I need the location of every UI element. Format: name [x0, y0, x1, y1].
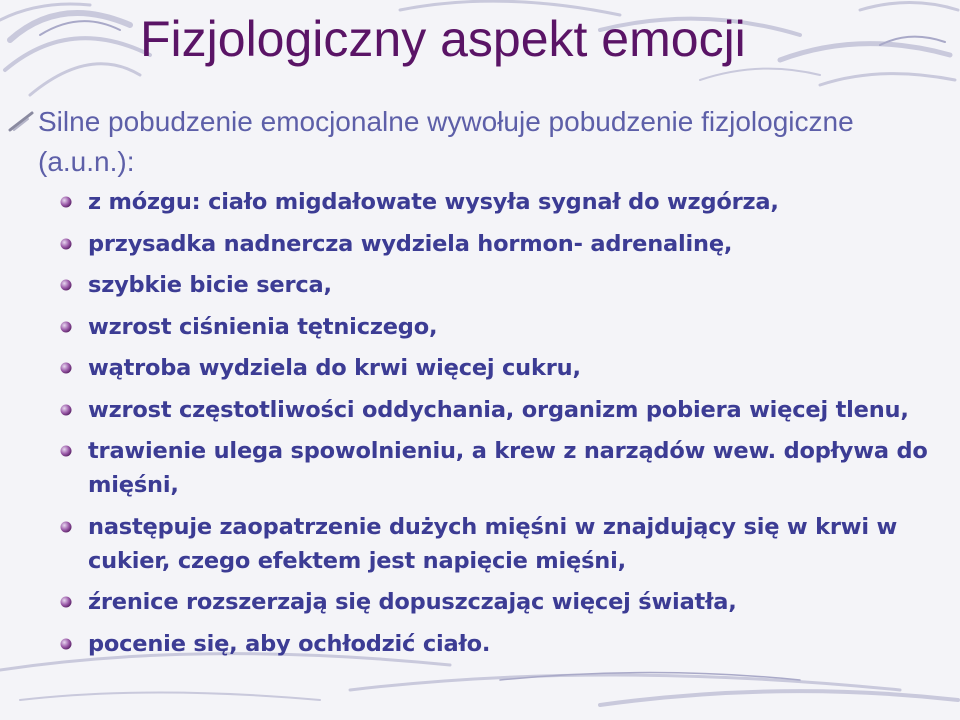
list-item-text: pocenie się, aby ochłodzić ciało.	[88, 630, 491, 657]
bullet-list	[60, 185, 950, 668]
dot-bullet-icon	[60, 238, 72, 250]
list-item	[60, 310, 950, 344]
list-item-text: trawienie ulega spowolnieniu, a krew z narządów wew. dopływa do mięśni,	[88, 438, 928, 498]
list-item	[60, 510, 950, 578]
dot-bullet-icon	[60, 279, 72, 291]
list-item	[60, 393, 950, 427]
list-item-text: wzrost ciśnienia tętniczego,	[88, 313, 438, 340]
dot-bullet-icon	[60, 196, 72, 208]
list-item-text: przysadka nadnercza wydziela hormon- adrenalinę,	[88, 230, 733, 257]
dot-bullet-icon	[60, 321, 72, 333]
list-item-text: wzrost częstotliwości oddychania, organizm pobiera więcej tlenu,	[88, 396, 909, 423]
list-item	[60, 268, 950, 302]
intro-text: Silne pobudzenie emocjonalne wywołuje pobudzenie fizjologiczne (a.u.n.):	[38, 106, 854, 177]
list-item-text: z mózgu: ciało migdałowate wysyła sygnał do wzgórza,	[88, 189, 779, 215]
dot-bullet-icon	[60, 445, 72, 457]
list-item-text: szybkie bicie serca,	[88, 272, 332, 298]
list-item	[60, 627, 950, 661]
list-item	[60, 351, 950, 385]
list-item-text: wątroba wydziela do krwi więcej cukru,	[88, 355, 581, 381]
feather-stroke-icon	[8, 110, 36, 132]
dot-bullet-icon	[60, 596, 72, 608]
list-item	[60, 185, 950, 219]
list-item	[60, 585, 950, 619]
list-item	[60, 227, 950, 261]
slide-title: Fizjologiczny aspekt emocji	[140, 11, 746, 67]
list-item-text: następuje zaopatrzenie dużych mięśni w znajdujący się w krwi w cukier, czego efektem jest napięcie mięśni,	[88, 513, 898, 574]
dot-bullet-icon	[60, 638, 72, 650]
dot-bullet-icon	[60, 404, 72, 416]
dot-bullet-icon	[60, 362, 72, 374]
list-item-text: źrenice rozszerzają się dopuszczając więcej światła,	[88, 589, 737, 615]
dot-bullet-icon	[60, 521, 72, 533]
list-item	[60, 434, 950, 502]
